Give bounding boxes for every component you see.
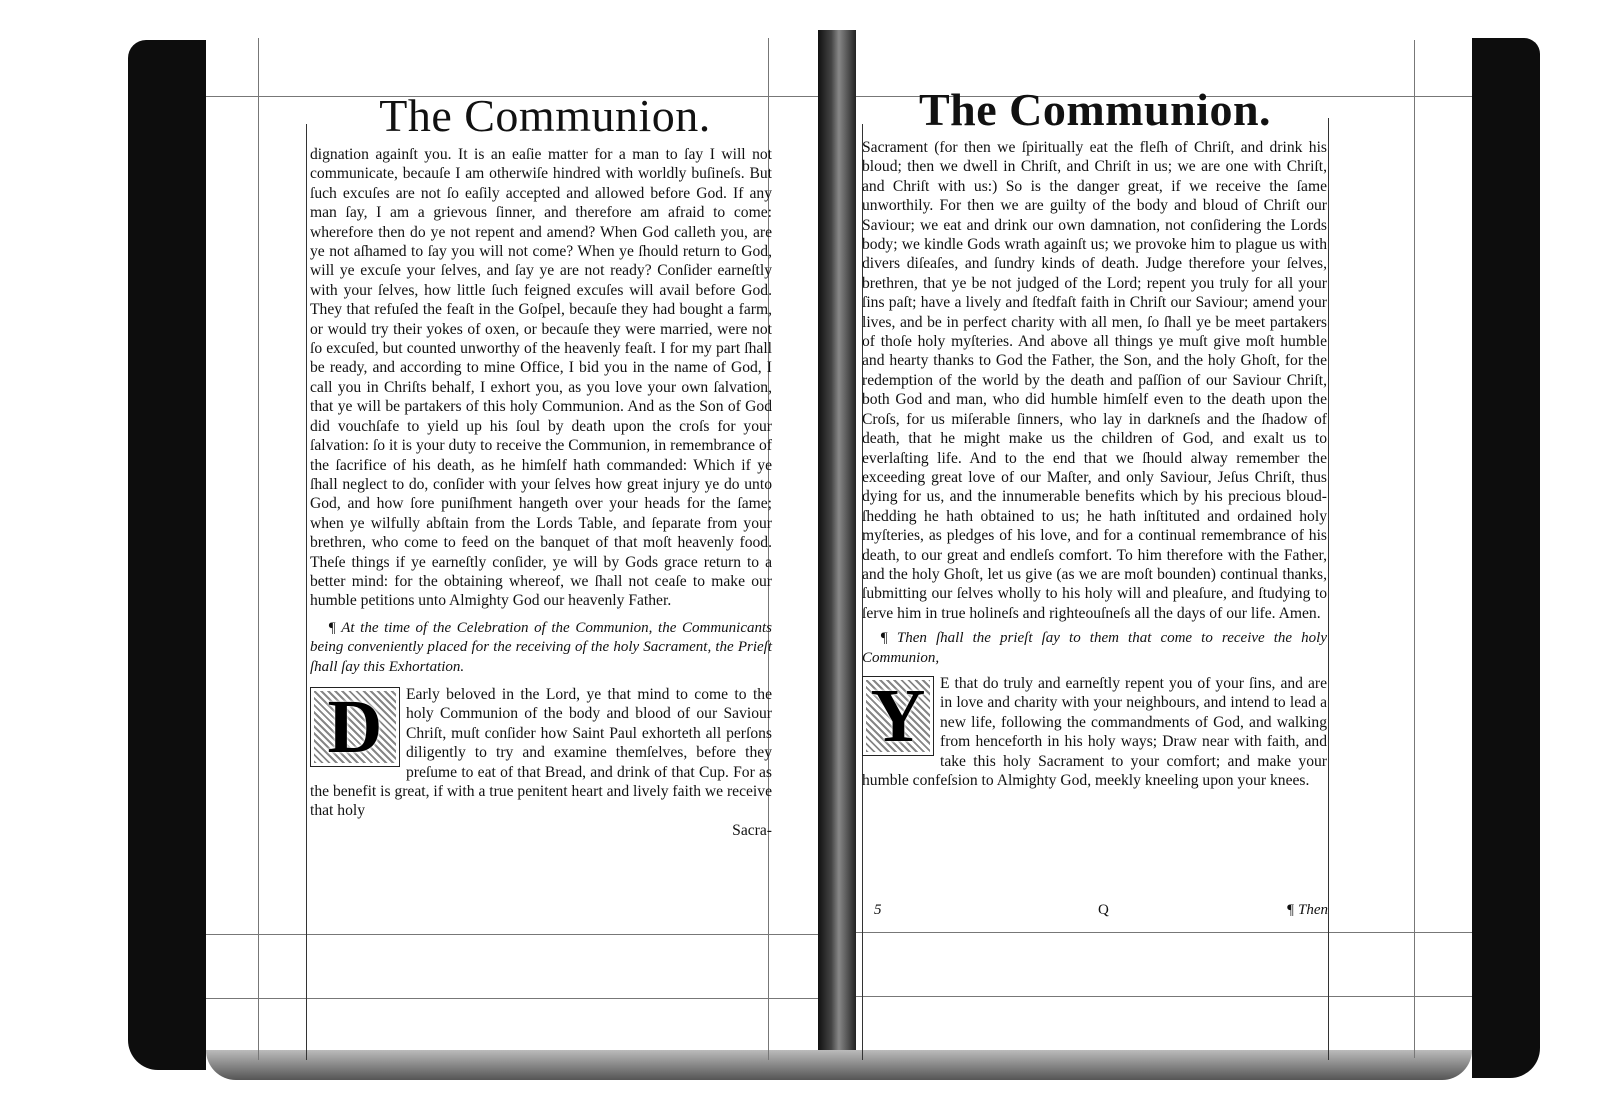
right-frame-rule [856, 996, 1472, 997]
left-paragraph: dignation againſt you. It is an eaſie matter for a man to ſay I will not communicate, becauſe I am otherwiſe hindred with worldly buſineſs. But ſuch excuſes are not ſo eaſily accepted and allowed before God. If any man ſay, I am a grievous ſinner, and therefore am afraid to come: wherefore then do ye not repent and amend? When God calleth you, are ye not aſhamed to ſay you will not come? When ye ſhould return to God, will ye excuſe your ſelves, and ſay ye are not ready? Conſider earneſtly with your ſelves, how little ſuch feigned excuſes will avail before God. They that refuſed the feaſt in the Goſpel, becauſe they had bought a farm, or would try their yokes of oxen, or becauſe they were married, were not ſo excuſed, but counted unworthy of the heavenly feaſt. I for my part ſhall be ready, and according to mine Office, I bid you in the name of God, I call you in Chriſts behalf, I exhort you, as you love your own ſalvation, that ye will be partakers of this holy Communion. And as the Son of God did vouchſafe to yield up his ſoul by death upon the croſs for your ſalvation: ſo it is your duty to receive the Communion, in remembrance of the ſacrifice of his death, as he himſelf hath commanded: Which if ye ſhall neglect to do, conſider with your ſelves how great injury ye do unto God, and how ſore puniſhment hangeth over your heads for the ſame; when ye wilfully abſtain from the Lords Table, and ſeparate from your brethren, who come to feed on the banquet of that moſt heavenly food. Theſe things if ye earneſtly conſider, ye will by Gods grace return to a better mind: for the obtaining whereof, we ſhall not ceaſe to make our humble petitions unto Almighty God our heavenly Father. [310, 146, 772, 610]
drop-cap-letter: Y [870, 673, 926, 758]
drop-cap-y [862, 673, 934, 758]
left-text-column [310, 145, 772, 840]
left-frame-rule [258, 38, 259, 1060]
left-rubric: ¶ At the time of the Celebration of the Communion, the Communicants being conveniently placed for the receiving of the holy Sacrament, the Prieſt ſhall ſay this Exhortation. [310, 619, 772, 675]
right-text-column [862, 138, 1327, 790]
right-rubric: ¶ Then ſhall the prieſt ſay to them that come to receive the holy Communion, [862, 630, 1327, 666]
book-edge-left [128, 40, 206, 1070]
right-page-title: The Communion. [918, 84, 1272, 135]
invitation-paragraph: E that do truly and earneſtly repent you of your ſins, and are in love and charity with your neighbours, and intend to lead a new life, following the commandments of God, and walking from henceforth in his holy ways; Draw near with faith, and take this holy Sacrament to your comfort; and make your humble confeſsion to Almighty God, meekly kneeling upon your knees. [862, 674, 1327, 789]
drop-cap-d [310, 684, 400, 769]
signature-number: 5 [874, 902, 882, 918]
left-catchword: Sacra- [732, 821, 772, 839]
drop-cap-letter: D [327, 684, 383, 769]
left-frame-rule [206, 934, 818, 935]
signature-mark: Q [1098, 902, 1109, 918]
book-edge-right [1472, 38, 1540, 1078]
left-frame-rule [306, 124, 307, 1060]
right-catchword: ¶ Then [1286, 902, 1328, 918]
right-frame-rule [856, 932, 1472, 933]
right-page-footer [870, 902, 1328, 924]
right-frame-rule [1328, 118, 1329, 1060]
right-frame-rule [1414, 40, 1415, 1058]
left-page-title: The Communion. [379, 90, 711, 141]
exhortation-paragraph: Early beloved in the Lord, ye that mind to come to the holy Communion of the body and blood of our Saviour Chriſt, muſt conſider how Saint Paul exhorteth all perſons diligently to try and examine themſelves, before they preſume to eat of that Bread, and drink of that Cup. For as the benefit is great, if with a true penitent heart and lively faith we receive that holy [310, 685, 772, 820]
page-bottom-shadow [206, 1050, 1472, 1080]
book-spine [818, 30, 856, 1080]
right-paragraph: Sacrament (for then we ſpiritually eat the fleſh of Chriſt, and drink his bloud; then we dwell in Chriſt, and Chriſt in us; we are one with Chriſt, and Chriſt with us:) So is the danger great, if we receive the ſame unworthily. For then we are guilty of the body and bloud of Chriſt our Saviour; we eat and drink our own damnation, not conſidering the Lords body; we kindle Gods wrath againſt us; we provoke him to plague us with divers diſeaſes, and ſundry kinds of death. Judge therefore your ſelves, brethren, that ye be not judged of the Lord; repent you truly for all your ſins paſt; have a lively and ſtedfaſt faith in Chriſt our Saviour; amend your lives, and be in perfect charity with all men, ſo ſhall ye be meet partakers of thoſe holy myſteries. And above all things ye muſt give moſt humble and hearty thanks to God the Father, the Son, and the holy Ghoſt, for the redemption of the world by the death and paſſion of our Saviour Chriſt, both God and man, who did humble himſelf even to the death upon the Croſs, for us miſerable ſinners, who lay in darkneſs and the ſhadow of death, that he might make us the children of God, and exalt us to everlaſting life. And to the end that we ſhould alway remember the exceeding great love of our Maſter, and only Saviour, Jeſus Chriſt, thus dying for us, and the innumerable benefits which by his precious bloud-ſhedding he hath obtained to us; he hath inſtituted and ordained holy myſteries, as pledges of his love, and for a continual remembrance of his death, to our great and endleſs comfort. To him therefore with the Father, and the holy Ghoſt, let us give (as we are moſt bounden) continual thanks, ſubmitting our ſelves wholly to his holy will and pleaſure, and ſtudying to ſerve him in true holineſs and righteouſneſs all the days of our life. Amen. [862, 139, 1327, 622]
left-frame-rule [206, 998, 818, 999]
